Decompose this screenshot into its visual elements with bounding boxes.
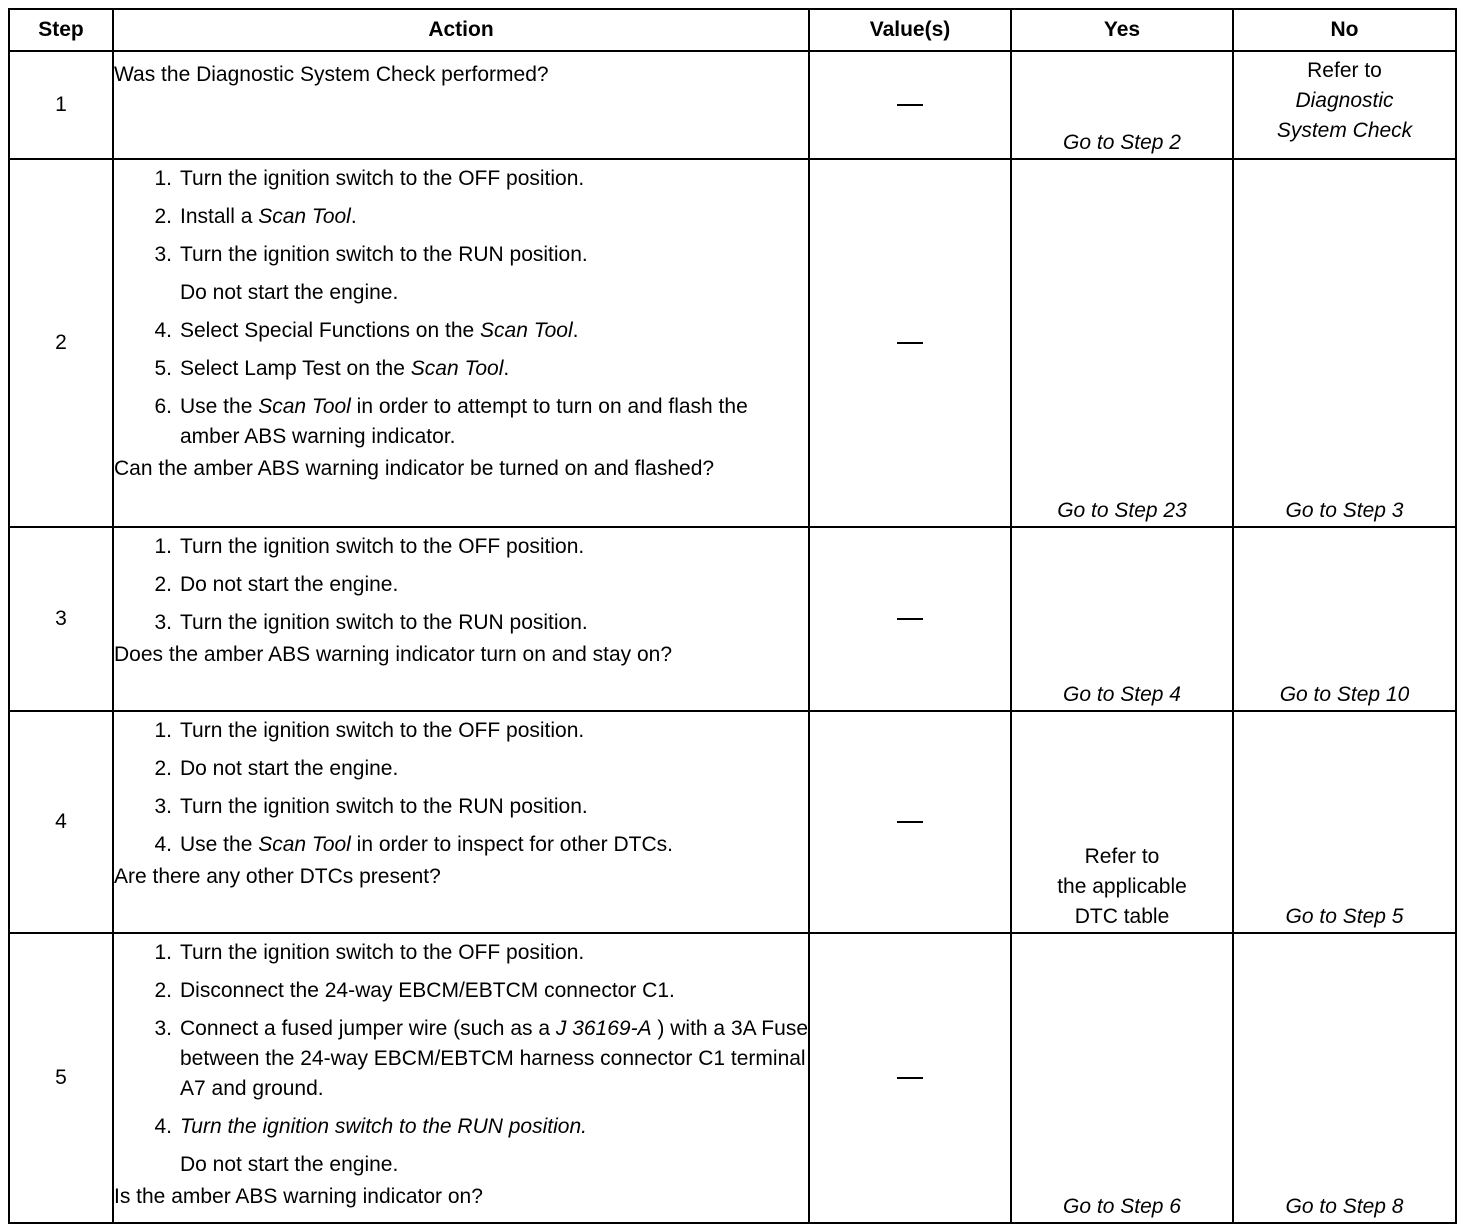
value-dash — [897, 618, 923, 620]
yes-result-line: DTC table — [1074, 905, 1170, 928]
instruction-item: 3. Turn the ignition switch to the RUN position. — [154, 611, 588, 634]
value-dash — [897, 821, 923, 823]
header-values: Value(s) — [809, 9, 1011, 51]
step-number: 5 — [9, 933, 113, 1223]
value-cell — [809, 933, 1011, 1223]
instruction-item: 6. Use the Scan Tool in order to attempt to turn on and flash the amber ABS warning indicator. — [154, 395, 748, 448]
value-cell — [809, 711, 1011, 933]
instruction-item: 1. Turn the ignition switch to the OFF position. — [154, 535, 585, 558]
yes-cell — [1011, 51, 1233, 159]
value-dash — [897, 104, 923, 106]
table-row — [9, 933, 1456, 1223]
yes-cell — [1011, 527, 1233, 711]
table-row — [9, 711, 1456, 933]
instruction-list — [114, 528, 808, 638]
no-result: Go to Step 10 — [1279, 683, 1410, 706]
no-result: Go to Step 8 — [1285, 1195, 1404, 1218]
step-number: 2 — [9, 159, 113, 527]
instruction-item: 1. Turn the ignition switch to the OFF position. — [154, 719, 585, 742]
instruction-item: 1. Turn the ignition switch to the OFF position. — [154, 167, 585, 190]
header-no: No — [1233, 9, 1456, 51]
instruction-item: 4. Turn the ignition switch to the RUN position. Do not start the engine. — [154, 1115, 587, 1176]
instruction-item: 3. Turn the ignition switch to the RUN position. — [154, 795, 588, 818]
instruction-item: 2. Do not start the engine. — [154, 757, 399, 780]
no-cell — [1233, 159, 1456, 527]
step-number: 4 — [9, 711, 113, 933]
header-yes: Yes — [1011, 9, 1233, 51]
step-number: 3 — [9, 527, 113, 711]
value-dash — [897, 342, 923, 344]
instruction-item: 5. Select Lamp Test on the Scan Tool. — [154, 357, 510, 380]
no-cell — [1233, 51, 1456, 159]
instruction-item: 3. Connect a fused jumper wire (such as a J 36169-A ) with a 3A Fuse between the 24-way EBCM/EBTCM harness connector C1 terminal A7 and ground. — [154, 1017, 808, 1100]
yes-cell — [1011, 933, 1233, 1223]
action-cell — [113, 527, 809, 711]
instruction-list — [114, 160, 808, 452]
table-row — [9, 527, 1456, 711]
yes-cell — [1011, 159, 1233, 527]
no-result: Go to Step 3 — [1285, 499, 1404, 522]
no-result-line: System Check — [1276, 119, 1413, 142]
no-result-line: Diagnostic — [1295, 89, 1394, 112]
instruction-item: 2. Disconnect the 24-way EBCM/EBTCM connector C1. — [154, 979, 675, 1002]
instruction-list — [114, 934, 808, 1180]
question-text: Was the Diagnostic System Check performed? — [114, 63, 549, 86]
instruction-item: 2. Install a Scan Tool. — [154, 205, 357, 228]
table-row — [9, 51, 1456, 159]
no-result: Go to Step 5 — [1285, 905, 1404, 928]
yes-result: Go to Step 4 — [1063, 683, 1181, 706]
question-text: Are there any other DTCs present? — [114, 865, 441, 888]
action-cell — [113, 51, 809, 159]
instruction-item: 4. Select Special Functions on the Scan Tool. — [154, 319, 579, 342]
no-cell — [1233, 711, 1456, 933]
action-cell — [113, 711, 809, 933]
diagnostic-table — [8, 8, 1457, 1224]
header-action: Action — [113, 9, 809, 51]
table-row — [9, 159, 1456, 527]
yes-result-line: Refer to — [1084, 845, 1160, 868]
instruction-item: 4. Use the Scan Tool in order to inspect for other DTCs. — [154, 833, 673, 856]
yes-result-line: the applicable — [1057, 875, 1187, 898]
value-cell — [809, 159, 1011, 527]
value-cell — [809, 51, 1011, 159]
action-cell — [113, 159, 809, 527]
no-cell — [1233, 527, 1456, 711]
instruction-item: 1. Turn the ignition switch to the OFF position. — [154, 941, 585, 964]
header-row — [9, 9, 1456, 51]
value-dash — [897, 1077, 923, 1079]
yes-result: Go to Step 2 — [1063, 131, 1181, 154]
instruction-item: 2. Do not start the engine. — [154, 573, 399, 596]
question-text: Does the amber ABS warning indicator turn on and stay on? — [114, 643, 672, 666]
instruction-item: 3. Turn the ignition switch to the RUN position. Do not start the engine. — [154, 243, 588, 304]
yes-cell — [1011, 711, 1233, 933]
instruction-list — [114, 712, 808, 860]
step-number: 1 — [9, 51, 113, 159]
no-cell — [1233, 933, 1456, 1223]
header-step: Step — [9, 9, 113, 51]
question-text: Is the amber ABS warning indicator on? — [114, 1185, 483, 1208]
yes-result: Go to Step 23 — [1057, 499, 1187, 522]
value-cell — [809, 527, 1011, 711]
yes-result: Go to Step 6 — [1063, 1195, 1181, 1218]
question-text: Can the amber ABS warning indicator be turned on and flashed? — [114, 457, 715, 480]
action-cell — [113, 933, 809, 1223]
no-result-line: Refer to — [1307, 59, 1382, 82]
